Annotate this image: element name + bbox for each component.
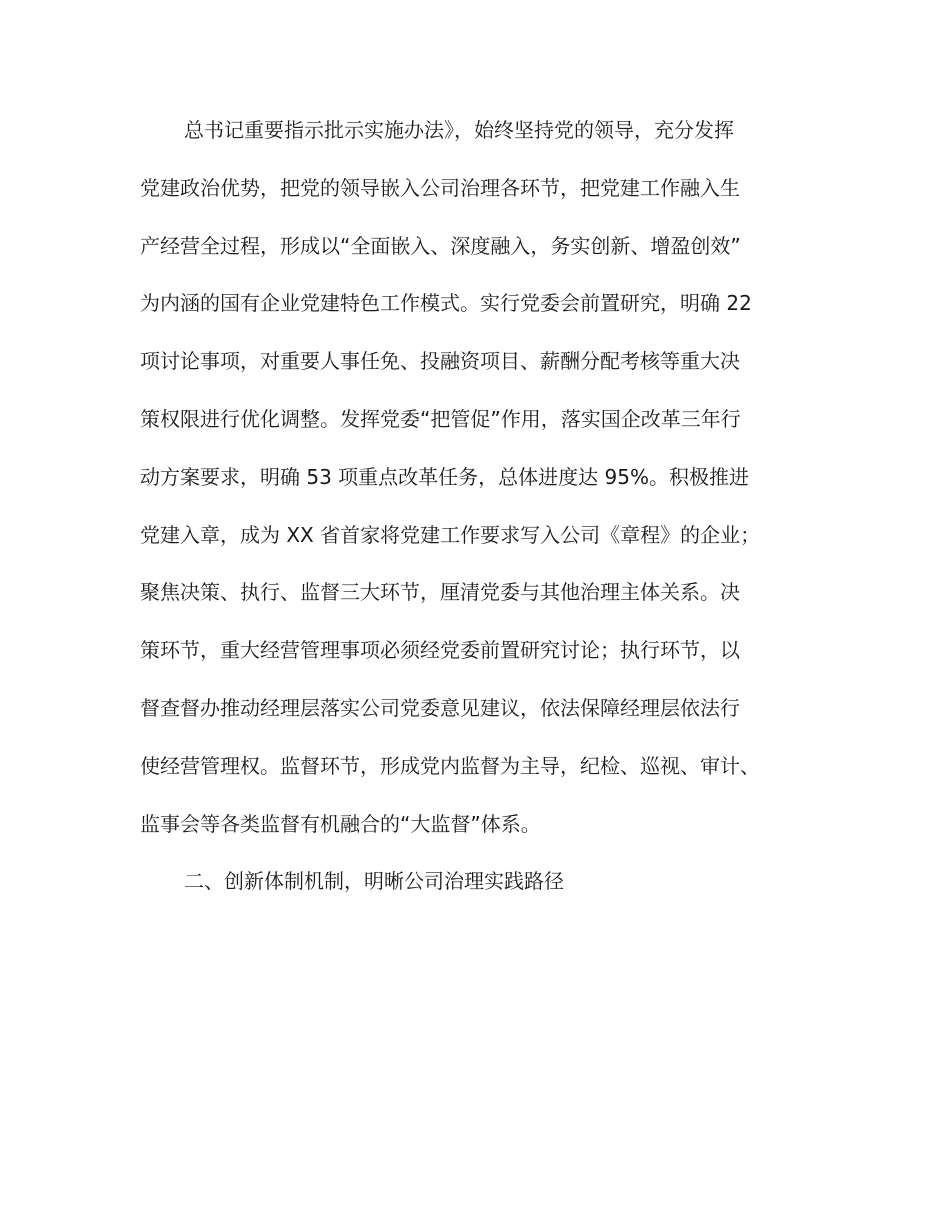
paragraph-line: 为内涵的国有企业党建特色工作模式。实行党委会前置研究，明确 22: [140, 291, 752, 316]
paragraph-line: 策环节，重大经营管理事项必须经党委前置研究讨论；执行环节，以: [140, 638, 740, 663]
paragraph-line: 产经营全过程，形成以“全面嵌入、深度融入，务实创新、增盈创效”: [140, 233, 741, 258]
paragraph-line: 使经营管理权。监督环节，形成党内监督为主导，纪检、巡视、审计、: [140, 753, 760, 778]
paragraph-line: 党建政治优势，把党的领导嵌入公司治理各环节，把党建工作融入生: [140, 175, 740, 200]
paragraph-line: 聚焦决策、执行、监督三大环节，厘清党委与其他治理主体关系。决: [140, 580, 740, 605]
section-heading: 二、创新体制机制，明晰公司治理实践路径: [184, 869, 564, 894]
paragraph-line: 动方案要求，明确 53 项重点改革任务，总体进度达 95%。积极推进: [140, 464, 749, 489]
paragraph-line: 监事会等各类监督有机融合的“大监督”体系。: [140, 811, 541, 836]
paragraph-line: 总书记重要指示批示实施办法》，始终坚持党的领导，充分发挥: [184, 118, 734, 142]
paragraph-line: 策权限进行优化调整。发挥党委“把管促”作用，落实国企改革三年行: [140, 406, 741, 431]
paragraph-line: 督查督办推动经理层落实公司党委意见建议，依法保障经理层依法行: [140, 695, 740, 720]
paragraph-line: 项讨论事项，对重要人事任免、投融资项目、薪酬分配考核等重大决: [140, 349, 740, 374]
document-body: [140, 110, 820, 919]
paragraph-line: 党建入章，成为 XX 省首家将党建工作要求写入公司《章程》的企业；: [140, 522, 761, 547]
